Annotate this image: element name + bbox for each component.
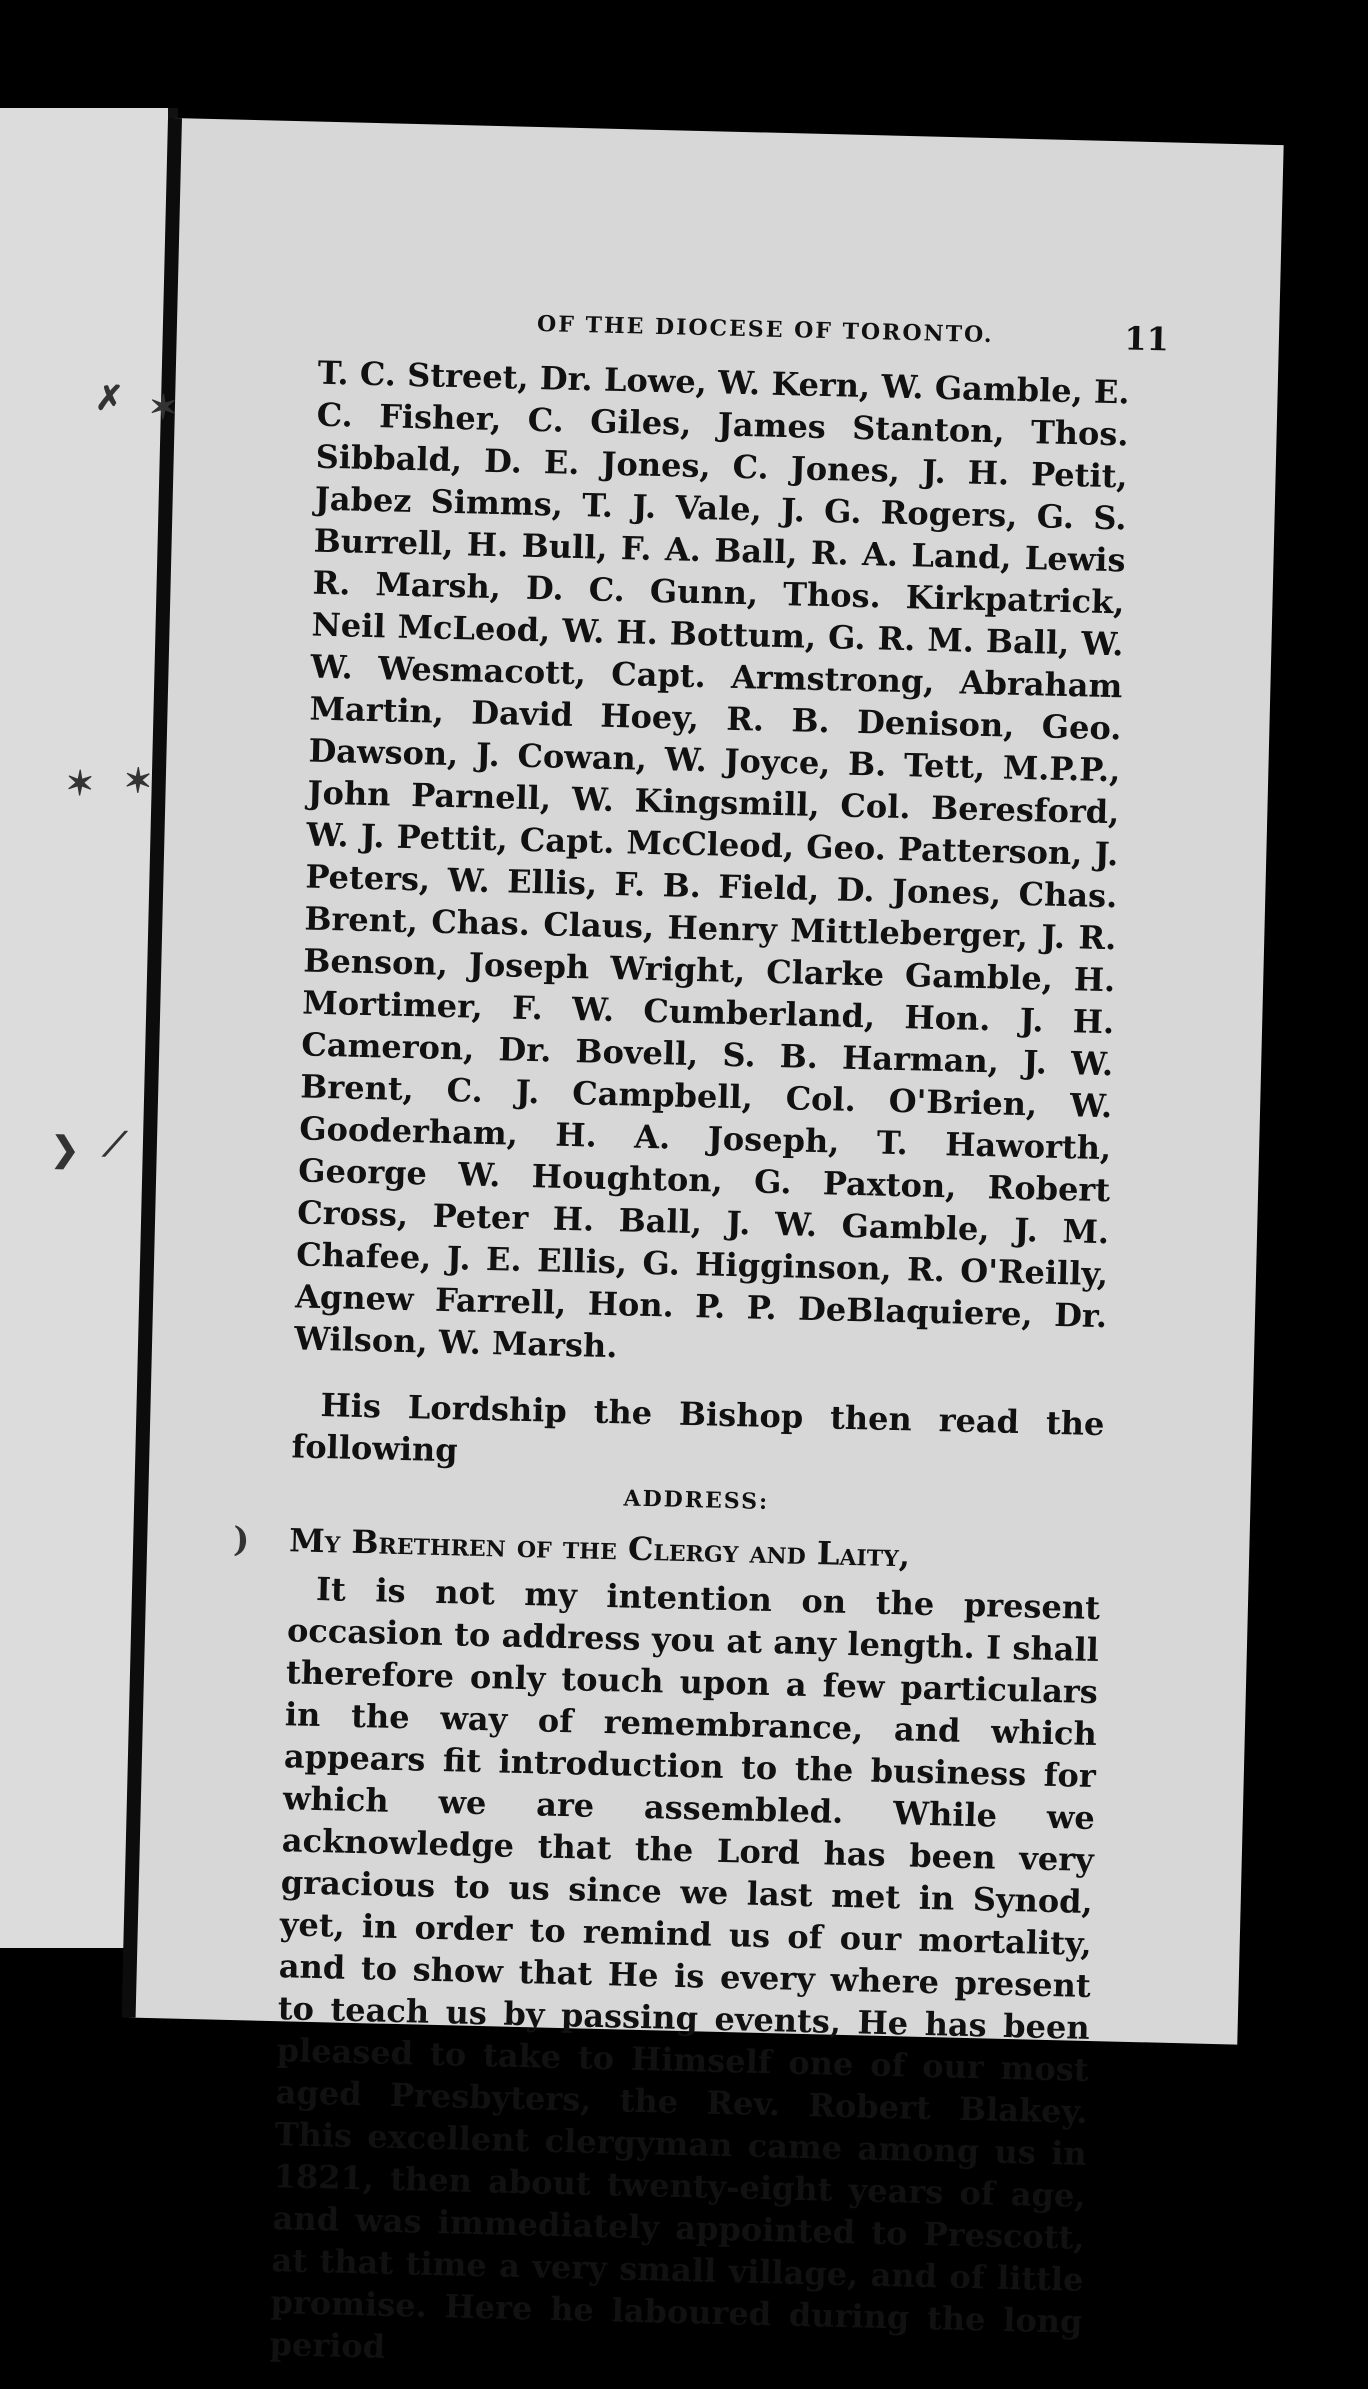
margin-mark: ✶ (148, 387, 178, 429)
address-paragraph: It is not my intention on the present occasion to address you at any length. I shall therefore only touch upon a few particulars in the way of remembrance, and which appears fit introduction to the business for which we are assembled. While we acknowledge that the Lord has been very gracious to us since we last met in Synod, yet, in order to remind us of our mortality, and to show that He is every where present to teach us by passing events, He has been pleased to take to Himself one of our most aged Presbyters, the Rev. Robert Blakey. This excellent clergyman came among us in 1821, then about twenty-eight years of age, and was immediately appointed to Prescott, at that time a very small village, and of little promise. Here he laboured during the long period (269, 1569, 1101, 2366)
running-head: OF THE DIOCESE OF TORONTO. (536, 310, 994, 349)
page-number: 11 (1123, 319, 1170, 359)
attendee-names-paragraph: T. C. Street, Dr. Lowe, W. Kern, W. Gamble, E. C. Fisher, C. Giles, James Stanton, Thos. Sibbald, D. E. Jones, C. Jones, J. H. Petit, Jabez Simms, T. J. Vale, J. G. Rogers, G. S. Burrell, H. Bull, F. A. Ball, R. A. Land, Lewis R. Marsh, D. C. Gunn, Thos. Kirkpatrick, Neil McLeod, W. H. Bottum, G. R. M. Ball, W. W. Wesmacott, Capt. Armstrong, Abraham Martin, David Hoey, R. B. Denison, Geo. Dawson, J. Cowan, W. Joyce, B. Tett, M.P.P., John Parnell, W. Kingsmill, Col. Beresford, W. J. Pettit, Capt. McCleod, Geo. Patterson, J. Peters, W. Ellis, F. B. Field, D. Jones, Chas. Brent, Chas. Claus, Henry Mittleberger, J. R. Benson, Joseph Wright, Clarke Gamble, H. Mortimer, F. W. Cumberland, Hon. J. H. Cameron, Dr. Bovell, S. B. Harman, J. W. Brent, C. J. Campbell, Col. O'Brien, W. Gooderham, H. A. Joseph, T. Haworth, George W. Houghton, G. Paxton, Robert Cross, Peter H. Ball, J. W. Gamble, J. M. Chafee, J. E. Ellis, G. Higginson, R. O'Reilly, Agnew Farrell, Hon. P. P. DeBlaquiere, Dr. Wilson, W. Marsh. (293, 353, 1131, 1366)
margin-mark: ✶ (65, 763, 95, 805)
book-page (50, 118, 1284, 2366)
salutation: My Brethren of the Clergy and Laity, (288, 1521, 911, 1575)
intro-line: His Lordship the Bishop then read the following (291, 1386, 1105, 1470)
address-heading: ADDRESS: (623, 1485, 770, 1516)
margin-mark: ⟋ (102, 1124, 128, 1166)
margin-mark: ✶ (123, 761, 153, 802)
margin-mark: ❯ (50, 1129, 80, 1171)
margin-mark: ✗ (94, 378, 125, 419)
page-body (269, 352, 1130, 2385)
margin-mark: ) (232, 1519, 250, 1561)
